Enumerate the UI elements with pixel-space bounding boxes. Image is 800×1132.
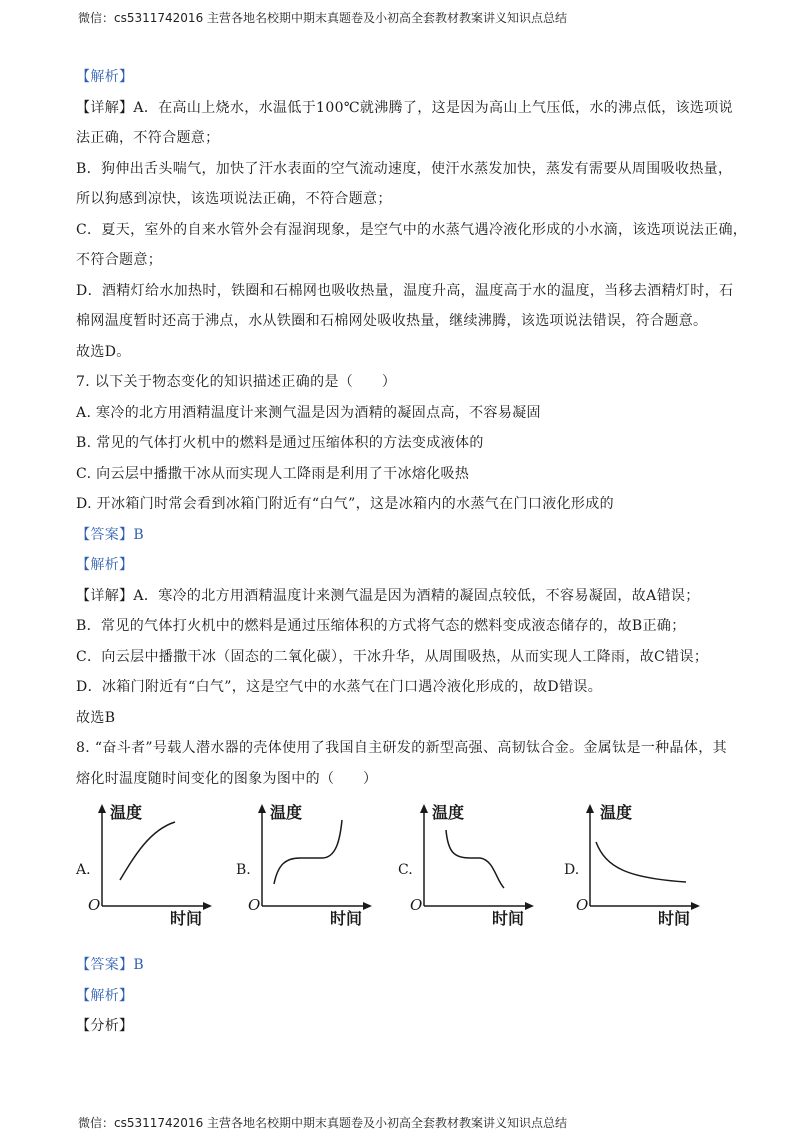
y-axis-arrow bbox=[258, 804, 266, 813]
figure-option-label: A. bbox=[76, 862, 91, 878]
q6-detail-line: 所以狗感到凉快，该选项说法正确，不符合题意； bbox=[76, 191, 392, 207]
x-axis-arrow bbox=[363, 902, 372, 910]
q7-detail-line: D．冰箱门附近有“白气”，这是空气中的水蒸气在门口遇冷液化形成的，故D错误。 bbox=[76, 679, 603, 695]
page-footer: 微信：cs5311742016 主营各地名校期中期末真题卷及小初高全套教材教案讲义知识点总结 bbox=[78, 1116, 568, 1130]
q7-option-a: A. 寒冷的北方用酒精温度计来测气温是因为酒精的凝固点高，不容易凝固 bbox=[76, 404, 541, 421]
q7-option-d: D. 开冰箱门时常会看到冰箱门附近有“白气”，这是冰箱内的水蒸气在门口液化形成的 bbox=[76, 496, 614, 512]
origin-label: O bbox=[410, 896, 423, 914]
q6-detail-line: C．夏天，室外的自来水管外会有湿润现象，是空气中的水蒸气遇冷液化形成的小水滴，该选项说法正确， bbox=[76, 221, 748, 238]
q7-stem: 7. 以下关于物态变化的知识描述正确的是（ ） bbox=[76, 374, 397, 390]
q8-analysis-label: 【解析】 bbox=[76, 987, 134, 1004]
q7-analysis-label: 【解析】 bbox=[76, 557, 134, 573]
x-axis-label: 时间 bbox=[658, 909, 691, 928]
x-axis-label: 时间 bbox=[492, 909, 525, 928]
curve-c bbox=[446, 830, 504, 888]
q6-detail-line: D．酒精灯给水加热时，铁圈和石棉网也吸收热量，温度升高，温度高于水的温度，当移去酒精灯时，石 bbox=[76, 282, 734, 299]
q7-detail-line: 【详解】A．寒冷的北方用酒精温度计来测气温是因为酒精的凝固点较低，不容易凝固，故A错误； bbox=[76, 587, 700, 604]
q6-conclusion: 故选D。 bbox=[76, 343, 131, 360]
graph-a bbox=[90, 800, 220, 928]
x-axis-arrow bbox=[525, 902, 534, 910]
q8-figure-b bbox=[236, 800, 396, 928]
y-axis-arrow bbox=[98, 804, 106, 813]
graph-b bbox=[250, 800, 380, 928]
q6-detail-line: 法正确，不符合题意； bbox=[76, 130, 220, 146]
q8-stem-line: 8. “奋斗者”号载人潜水器的壳体使用了我国自主研发的新型高强、高韧钛合金。金属钛是一种晶体，其 bbox=[76, 740, 727, 756]
y-axis-arrow bbox=[420, 804, 428, 813]
y-axis-label: 温度 bbox=[110, 803, 143, 822]
q7-option-b: B. 常见的气体打火机中的燃料是通过压缩体积的方法变成液体的 bbox=[76, 435, 484, 451]
q6-detail-line: 【详解】A．在高山上烧水，水温低于100℃就沸腾了，这是因为高山上气压低，水的沸点低，该选项说 bbox=[76, 99, 733, 116]
q8-figure-a bbox=[76, 800, 236, 928]
q7-detail-line: B．常见的气体打火机中的燃料是通过压缩体积的方式将气态的燃料变成液态储存的，故B正确； bbox=[76, 618, 686, 634]
page-header: 微信：cs5311742016 主营各地名校期中期末真题卷及小初高全套教材教案讲义知识点总结 bbox=[78, 11, 568, 25]
curve-a bbox=[120, 822, 175, 880]
q8-stem-line: 熔化时温度随时间变化的图象为图中的（ ） bbox=[76, 770, 378, 787]
q8-figure-c bbox=[398, 800, 558, 928]
figure-option-label: C. bbox=[398, 862, 413, 878]
q8-analysis-heading: 【分析】 bbox=[76, 1018, 134, 1034]
graph-c bbox=[412, 800, 542, 928]
y-axis-label: 温度 bbox=[270, 803, 303, 822]
x-axis-label: 时间 bbox=[330, 909, 363, 928]
origin-label: O bbox=[88, 896, 101, 914]
q7-answer: 【答案】B bbox=[76, 526, 145, 543]
y-axis-arrow bbox=[586, 804, 594, 813]
q7-detail-line: C．向云层中播撒干冰（固态的二氧化碳），干冰升华，从周围吸热，从而实现人工降雨，故C错误； bbox=[76, 648, 709, 665]
y-axis-label: 温度 bbox=[432, 803, 465, 822]
graph-d bbox=[578, 800, 708, 928]
y-axis-label: 温度 bbox=[600, 803, 633, 822]
figure-option-label: D. bbox=[564, 862, 580, 878]
origin-label: O bbox=[576, 896, 589, 914]
document-body bbox=[76, 62, 748, 1042]
curve-d bbox=[596, 842, 686, 882]
q8-answer: 【答案】B bbox=[76, 957, 145, 973]
q6-detail-line: 棉网温度暂时还高于沸点，水从铁圈和石棉网处吸收热量，继续沸腾，该选项说法错误，符合题意。 bbox=[76, 313, 708, 329]
x-axis-label: 时间 bbox=[170, 909, 203, 928]
x-axis-arrow bbox=[691, 902, 700, 910]
q7-option-c: C. 向云层中播撒干冰从而实现人工降雨是利用了干冰熔化吸热 bbox=[76, 465, 470, 482]
x-axis-arrow bbox=[203, 902, 212, 910]
q6-detail-line: B．狗伸出舌头喘气，加快了汗水表面的空气流动速度，使汗水蒸发加快，蒸发有需要从周围吸收热量， bbox=[76, 160, 733, 177]
q8-figure-row bbox=[76, 800, 728, 940]
q7-conclusion: 故选B bbox=[76, 709, 116, 726]
figure-option-label: B. bbox=[236, 862, 251, 878]
origin-label: O bbox=[248, 896, 261, 914]
q6-detail-line: 不符合题意； bbox=[76, 252, 163, 268]
q6-analysis-label: 【解析】 bbox=[76, 69, 134, 85]
curve-b bbox=[274, 820, 342, 884]
q8-figure-d bbox=[564, 800, 724, 928]
